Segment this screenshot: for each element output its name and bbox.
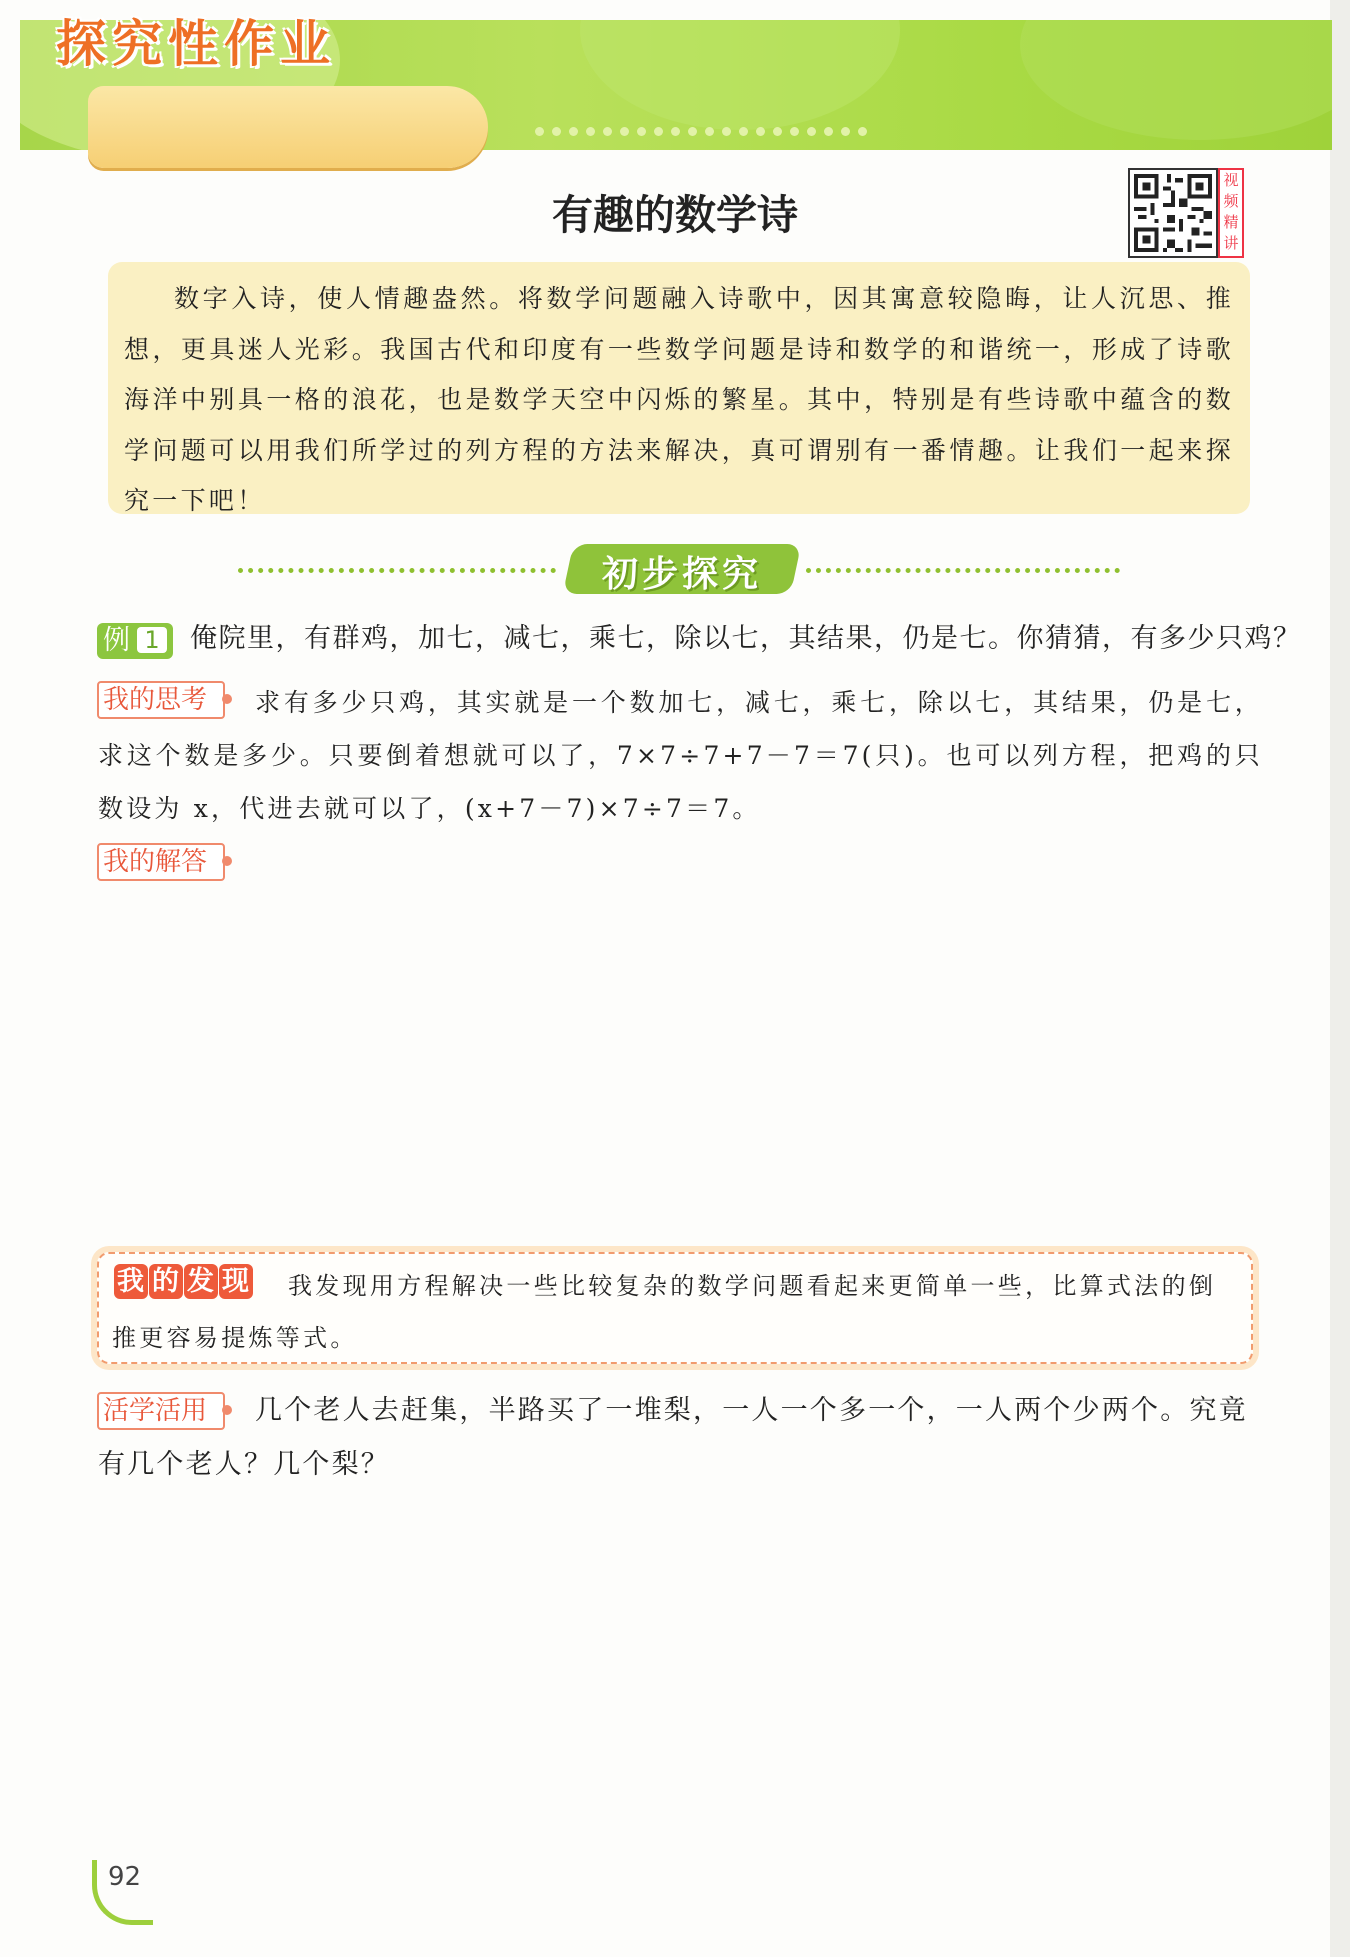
thinking-text: 求有多少只鸡，其实就是一个数加七，减七，乘七，除以七，其结果，仍是七，求这个数是多少。只要倒着想就可以了，7×7÷7+7－7＝7(只)。也可以列方程，把鸡的只数设为 x，代进去就可以了，(x+7－7)×7÷7＝7。 (98, 688, 1263, 823)
section-title: 初步探究 (601, 554, 762, 595)
example-question: 俺院里，有群鸡，加七，减七，乘七，除以七，其结果，仍是七。你猜猜，有多少只鸡？ (190, 623, 1302, 654)
header-badge-label: 探究性作业 (56, 15, 336, 73)
page-title: 有趣的数学诗 (552, 191, 798, 239)
example-badge (97, 623, 173, 659)
thinking-tag: 我的思考 (97, 681, 225, 719)
page-number: 92 (108, 1862, 142, 1892)
header-dots (535, 127, 867, 136)
intro-box (108, 262, 1250, 514)
example-number: 1 (137, 627, 167, 653)
page-edge (1330, 0, 1350, 1957)
discovery-char: 现 (219, 1264, 253, 1299)
qr-code-icon[interactable] (1128, 168, 1218, 258)
discovery-char: 发 (184, 1264, 218, 1299)
apply-tag: 活学活用 (97, 1392, 225, 1430)
qr-label: 视频精讲 (1218, 168, 1244, 258)
apply-text: 几个老人去赶集，半路买了一堆梨，一人一个多一个，一人两个少两个。究竟有几个老人？几个梨？ (98, 1395, 1248, 1480)
discovery-char: 的 (149, 1264, 183, 1299)
example-label: 例 (103, 625, 130, 656)
section-divider-right (806, 568, 1120, 573)
answer-tag: 我的解答 (97, 843, 225, 881)
discovery-text: 我发现用方程解决一些比较复杂的数学问题看起来更简单一些，比算式法的倒推更容易提炼等式。 (112, 1272, 1217, 1352)
header-badge (88, 86, 488, 168)
discovery-char: 我 (114, 1264, 148, 1299)
section-divider-left (238, 568, 556, 573)
intro-text: 数字入诗，使人情趣盎然。将数学问题融入诗歌中，因其寓意较隐晦，让人沉思、推想，更具迷人光彩。我国古代和印度有一些数学问题是诗和数学的和谐统一，形成了诗歌海洋中别具一格的浪花，也是数学天空中闪烁的繁星。其中，特别是有些诗歌中蕴含的数学问题可以用我们所学过的列方程的方法来解决，真可谓别有一番情趣。让我们一起来探究一下吧！ (124, 284, 1234, 515)
